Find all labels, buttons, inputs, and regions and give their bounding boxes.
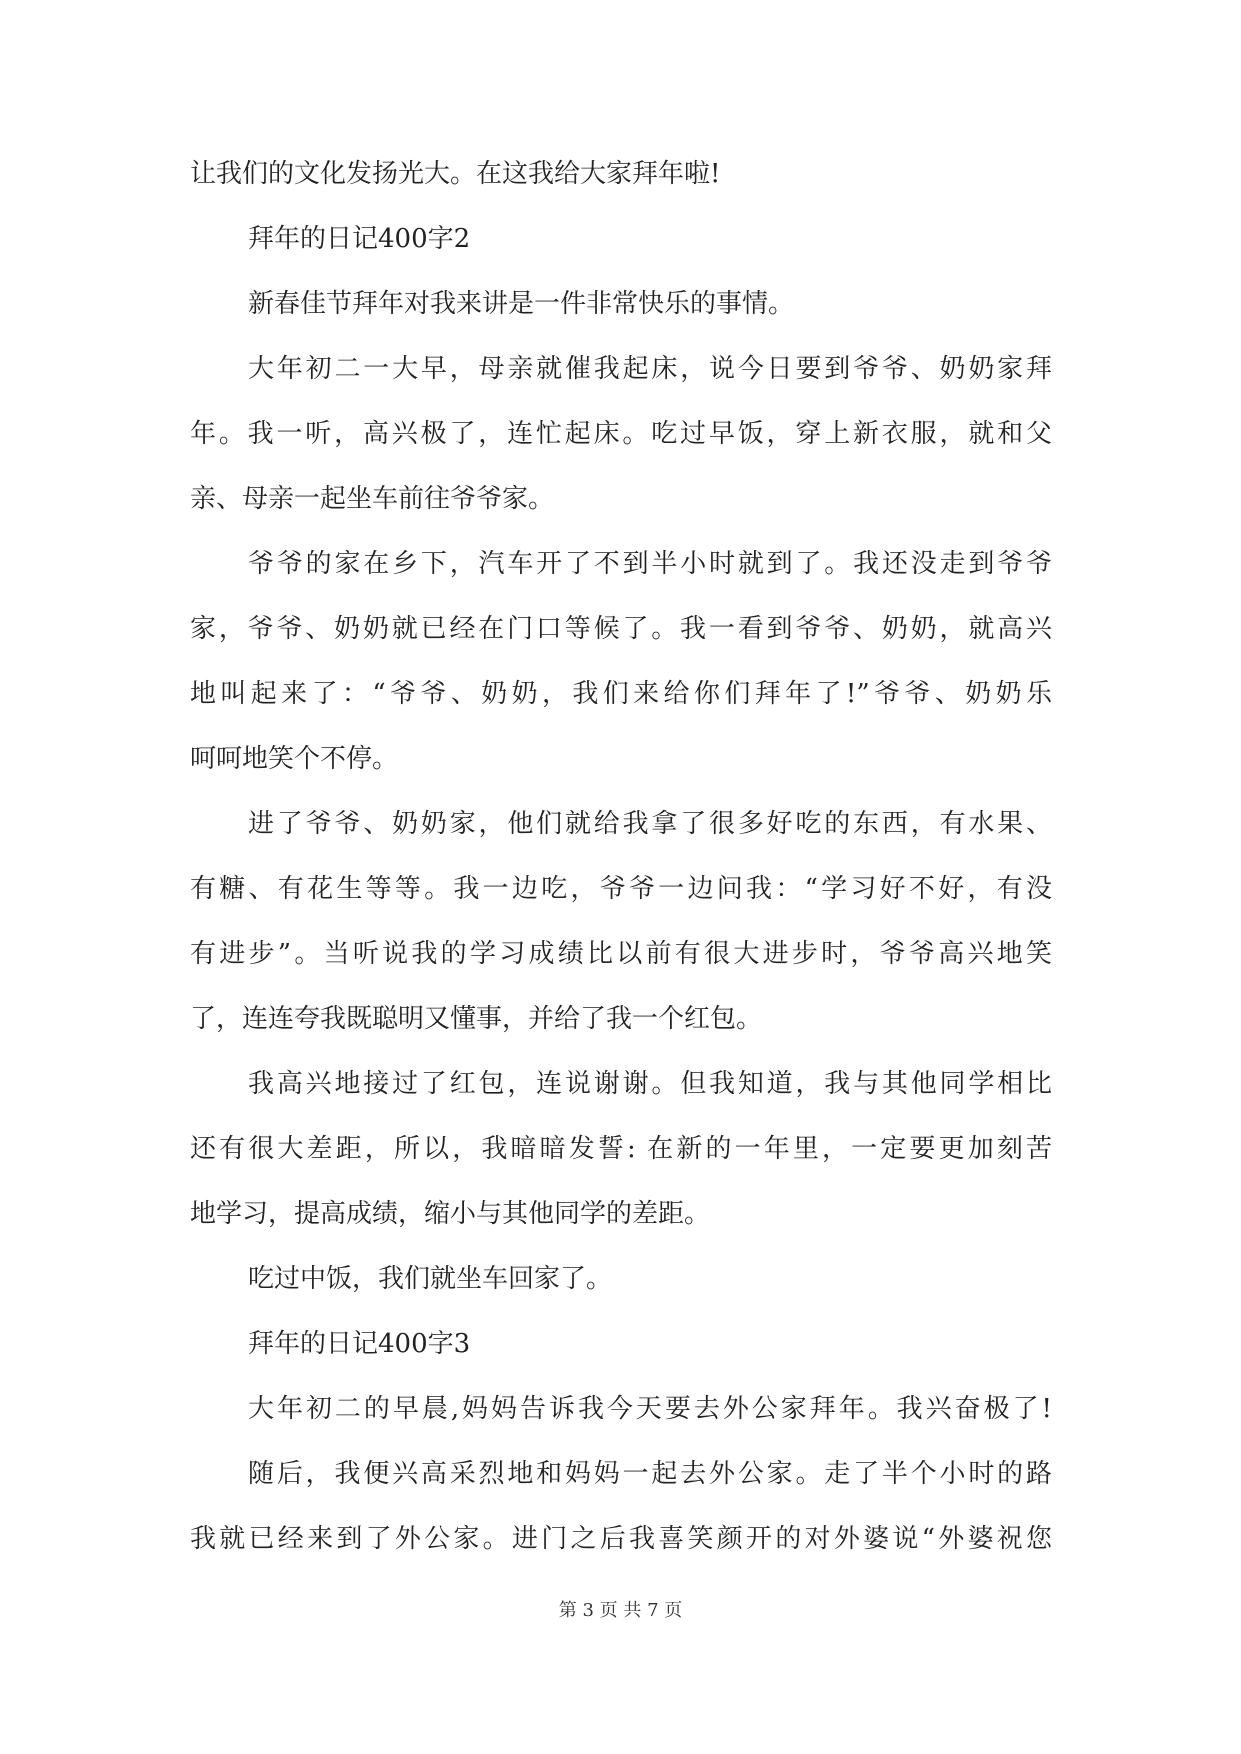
text-line: 新春佳节拜年对我来讲是一件非常快乐的事情。 [248,289,795,319]
text-line: 吃过中饭，我们就坐车回家了。 [248,1264,613,1294]
text-line: 有进步”。当听说我的学习成绩比以前有很大进步时，爷爷高兴地笑 [190,939,1052,969]
text-line: 让我们的文化发扬光大。在这我给大家拜年啦! [190,159,721,189]
text-line: 我高兴地接过了红包，连说谢谢。但我知道，我与其他同学相比 [248,1069,1052,1099]
text-line: 有糖、有花生等等。我一边吃，爷爷一边问我：“学习好不好，有没 [190,874,1052,904]
text-line: 了，连连夸我既聪明又懂事，并给了我一个红包。 [190,1004,763,1034]
text-line: 大年初二一大早，母亲就催我起床，说今日要到爷爷、奶奶家拜 [248,354,1052,384]
text-line: 爷爷的家在乡下，汽车开了不到半小时就到了。我还没走到爷爷 [248,549,1052,579]
text-line: 地学习，提高成绩，缩小与其他同学的差距。 [190,1199,711,1229]
text-line: 家，爷爷、奶奶就已经在门口等候了。我一看到爷爷、奶奶，就高兴 [190,614,1052,644]
text-line: 拜年的日记400字2 [248,224,471,254]
text-line: 呵呵地笑个不停。 [190,744,399,774]
text-line: 年。我一听，高兴极了，连忙起床。吃过早饭，穿上新衣服，就和父 [190,419,1052,449]
text-line: 随后，我便兴高采烈地和妈妈一起去外公家。走了半个小时的路 [248,1459,1052,1489]
text-line: 还有很大差距，所以，我暗暗发誓: 在新的一年里，一定要更加刻苦 [190,1134,1052,1164]
text-line: 大年初二的早晨,妈妈告诉我今天要去外公家拜年。我兴奋极了! [248,1394,1052,1424]
text-line: 亲、母亲一起坐车前往爷爷家。 [190,484,555,514]
text-line: 拜年的日记400字3 [248,1329,471,1359]
text-line: 地叫起来了：“爷爷、奶奶，我们来给你们拜年了!”爷爷、奶奶乐 [190,679,1052,709]
page-footer: 第 3 页 共 7 页 [558,1600,683,1621]
text-line: 我就已经来到了外公家。进门之后我喜笑颜开的对外婆说“外婆祝您 [190,1524,1052,1554]
document-body [190,160,1052,1553]
text-line: 进了爷爷、奶奶家，他们就给我拿了很多好吃的东西，有水果、 [248,809,1052,839]
